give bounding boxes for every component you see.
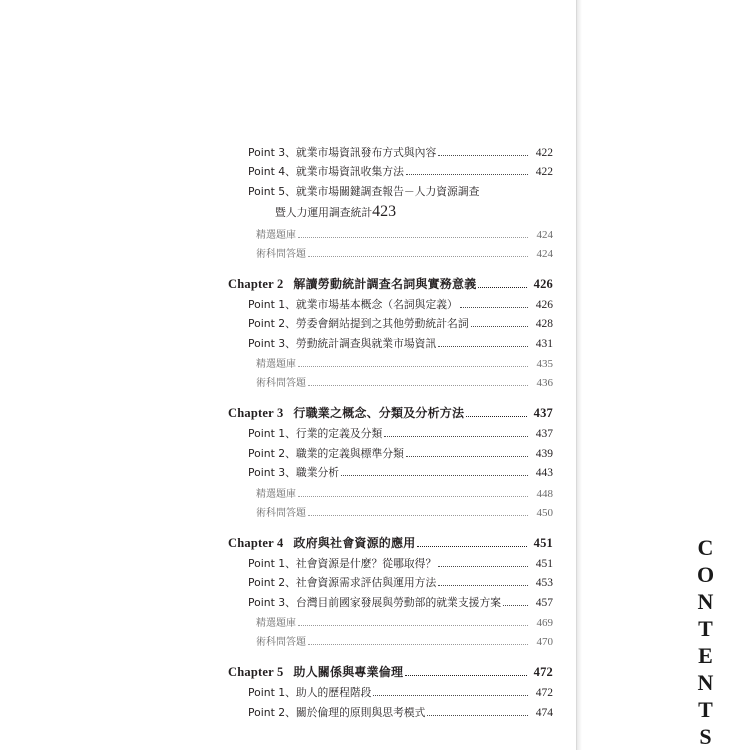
toc-chapter-title: 助人關係與專業倫理	[293, 665, 404, 679]
toc-entry-page: 439	[535, 447, 553, 460]
toc-entry-page: 424	[536, 228, 553, 241]
toc-leader-dots	[438, 155, 528, 156]
toc-entry-page: 448	[536, 487, 553, 500]
toc-leader-dots	[405, 675, 527, 676]
toc-entry-page: 474	[535, 706, 553, 719]
toc-entry-page: 436	[536, 377, 553, 389]
toc-chapter-label: Chapter 5	[228, 665, 284, 679]
toc-point-entry[interactable]	[228, 685, 553, 700]
toc-chapter-entry[interactable]	[228, 663, 553, 680]
toc-leader-dots	[460, 307, 528, 308]
toc-sub-entry[interactable]	[228, 245, 553, 260]
toc-point-entry[interactable]	[228, 336, 553, 351]
toc-entry-page: 422	[535, 146, 553, 159]
toc-leader-dots	[298, 496, 528, 497]
toc-entry-page: 437	[535, 428, 553, 440]
toc-point-entry[interactable]	[228, 184, 553, 199]
toc-chapter-entry[interactable]	[228, 404, 553, 421]
toc-leader-dots	[308, 385, 528, 386]
toc-entry-title: 精選題庫	[256, 618, 296, 629]
page-edge-band	[576, 0, 750, 750]
toc-leader-dots	[308, 256, 528, 257]
toc-leader-dots	[298, 625, 528, 626]
toc-leader-dots	[417, 546, 527, 547]
toc-point-entry[interactable]	[228, 297, 553, 312]
toc-entry-page: 426	[535, 298, 553, 311]
toc-chapter-block	[228, 534, 553, 649]
toc-chapter-label: Chapter 3	[228, 406, 284, 420]
toc-chapter-label: Chapter 4	[228, 535, 284, 550]
toc-leader-dots	[438, 585, 528, 586]
toc-leader-dots	[308, 644, 528, 645]
toc-entry-title: Point 3、台灣目前國家發展與勞動部的就業支援方案	[248, 595, 502, 609]
toc-sub-entry[interactable]	[228, 374, 553, 389]
toc-entry-page: 457	[535, 596, 553, 609]
toc-chapter-block	[228, 275, 553, 390]
toc-sub-entry[interactable]	[228, 226, 553, 241]
toc-point-entry[interactable]	[228, 316, 553, 331]
toc-entry-title: Point 1、行業的定義及分類	[248, 427, 383, 440]
toc-entry-page: 431	[535, 337, 553, 350]
toc-entry-page: 443	[535, 467, 553, 479]
toc-point-entry[interactable]	[228, 145, 553, 160]
page-edge-shade	[577, 0, 582, 750]
toc-leader-dots	[471, 326, 528, 327]
toc-chapter-block	[228, 663, 553, 720]
toc-entry-title: Point 3、就業市場資訊發布方式與內容	[248, 145, 437, 159]
toc-leader-dots	[466, 416, 527, 417]
toc-entry-page: 453	[535, 577, 553, 589]
contents-side-tab: CONTENTS	[693, 535, 718, 751]
toc-entry-title: 暨人力運用調查統計	[275, 206, 373, 219]
toc-sub-entry[interactable]	[228, 504, 553, 519]
toc-point-entry[interactable]	[228, 446, 553, 461]
toc-entry-page: 424	[536, 247, 553, 260]
toc-point-entry[interactable]	[228, 556, 553, 571]
toc-entry-page: 435	[536, 358, 553, 370]
toc-entry-title: 術科問答題	[256, 378, 306, 389]
toc-leader-dots	[384, 436, 528, 437]
toc-entry-title: Point 2、職業的定義與標準分類	[248, 446, 404, 460]
toc-chapter-page: 426	[533, 276, 553, 291]
toc-entry-continuation	[228, 203, 553, 221]
toc-leader-dots	[308, 515, 528, 516]
table-of-contents	[228, 140, 553, 724]
toc-chapter-title: 行職業之概念、分類及分析方法	[293, 406, 465, 420]
toc-point-entry[interactable]	[228, 595, 553, 610]
toc-sub-entry[interactable]	[228, 633, 553, 648]
toc-entry-title: 精選題庫	[256, 229, 296, 241]
toc-leader-dots	[438, 566, 528, 567]
toc-entry-page: 469	[536, 617, 553, 629]
toc-entry-page: 423	[372, 203, 397, 220]
toc-entry-title: Point 3、職業分析	[248, 466, 340, 479]
toc-point-entry[interactable]	[228, 465, 553, 480]
toc-leader-dots	[298, 237, 528, 238]
toc-entry-title: 術科問答題	[256, 248, 306, 260]
toc-point-entry[interactable]	[228, 426, 553, 441]
toc-leader-dots	[427, 715, 528, 716]
toc-chapter-page: 451	[533, 535, 553, 550]
toc-entry-title: Point 2、社會資源需求評估與運用方法	[248, 576, 437, 589]
toc-entry-title: 術科問答題	[256, 507, 306, 519]
toc-point-entry[interactable]	[228, 575, 553, 590]
toc-leader-dots	[438, 346, 528, 347]
toc-chapter-entry[interactable]	[228, 534, 553, 551]
toc-entry-page: 472	[535, 687, 553, 699]
toc-entry-page: 450	[536, 506, 553, 519]
toc-entry-page: 470	[536, 636, 553, 648]
toc-entry-title: Point 2、關於倫理的原則與思考模式	[248, 705, 426, 719]
toc-chapter-entry[interactable]	[228, 275, 553, 292]
toc-entry-title: Point 5、就業市場關鍵調查報告－人力資源調查	[248, 184, 480, 198]
toc-chapter-block	[228, 404, 553, 519]
toc-sub-entry[interactable]	[228, 485, 553, 500]
toc-entry-title: Point 1、就業市場基本概念（名詞與定義）	[248, 297, 458, 311]
toc-entry-title: Point 4、就業市場資訊收集方法	[248, 165, 404, 178]
toc-entry-title: 精選題庫	[256, 488, 296, 500]
toc-entry-title: 術科問答題	[256, 637, 306, 648]
toc-entry-page: 428	[535, 318, 553, 330]
toc-chapter-title: 解讀勞動統計調查名詞與實務意義	[293, 276, 477, 291]
toc-leader-dots	[373, 695, 528, 696]
toc-sub-entry[interactable]	[228, 355, 553, 370]
toc-entry-title: Point 1、社會資源是什麼？從哪取得？	[248, 556, 437, 570]
toc-leader-dots	[406, 174, 528, 175]
toc-chapter-page: 472	[533, 665, 553, 679]
toc-leader-dots	[406, 456, 528, 457]
toc-leader-dots	[298, 366, 528, 367]
toc-chapter-page: 437	[533, 406, 553, 420]
toc-chapter-title: 政府與社會資源的應用	[293, 535, 416, 550]
toc-sub-entry[interactable]	[228, 614, 553, 629]
toc-leader-dots	[503, 605, 528, 606]
toc-leader-dots	[341, 475, 528, 476]
toc-leader-dots	[478, 287, 527, 288]
toc-entry-title: Point 3、勞動統計調查與就業市場資訊	[248, 336, 437, 350]
toc-entry-title: 精選題庫	[256, 359, 296, 370]
toc-point-entry[interactable]	[228, 705, 553, 720]
toc-entry-title: Point 1、助人的歷程階段	[248, 686, 372, 699]
toc-entry-page: 422	[535, 166, 553, 178]
toc-point-entry[interactable]	[228, 164, 553, 179]
toc-entry-title: Point 2、勞委會網站提到之其他勞動統計名詞	[248, 317, 469, 330]
toc-chapter-label: Chapter 2	[228, 276, 284, 291]
toc-entry-page: 451	[535, 557, 553, 570]
